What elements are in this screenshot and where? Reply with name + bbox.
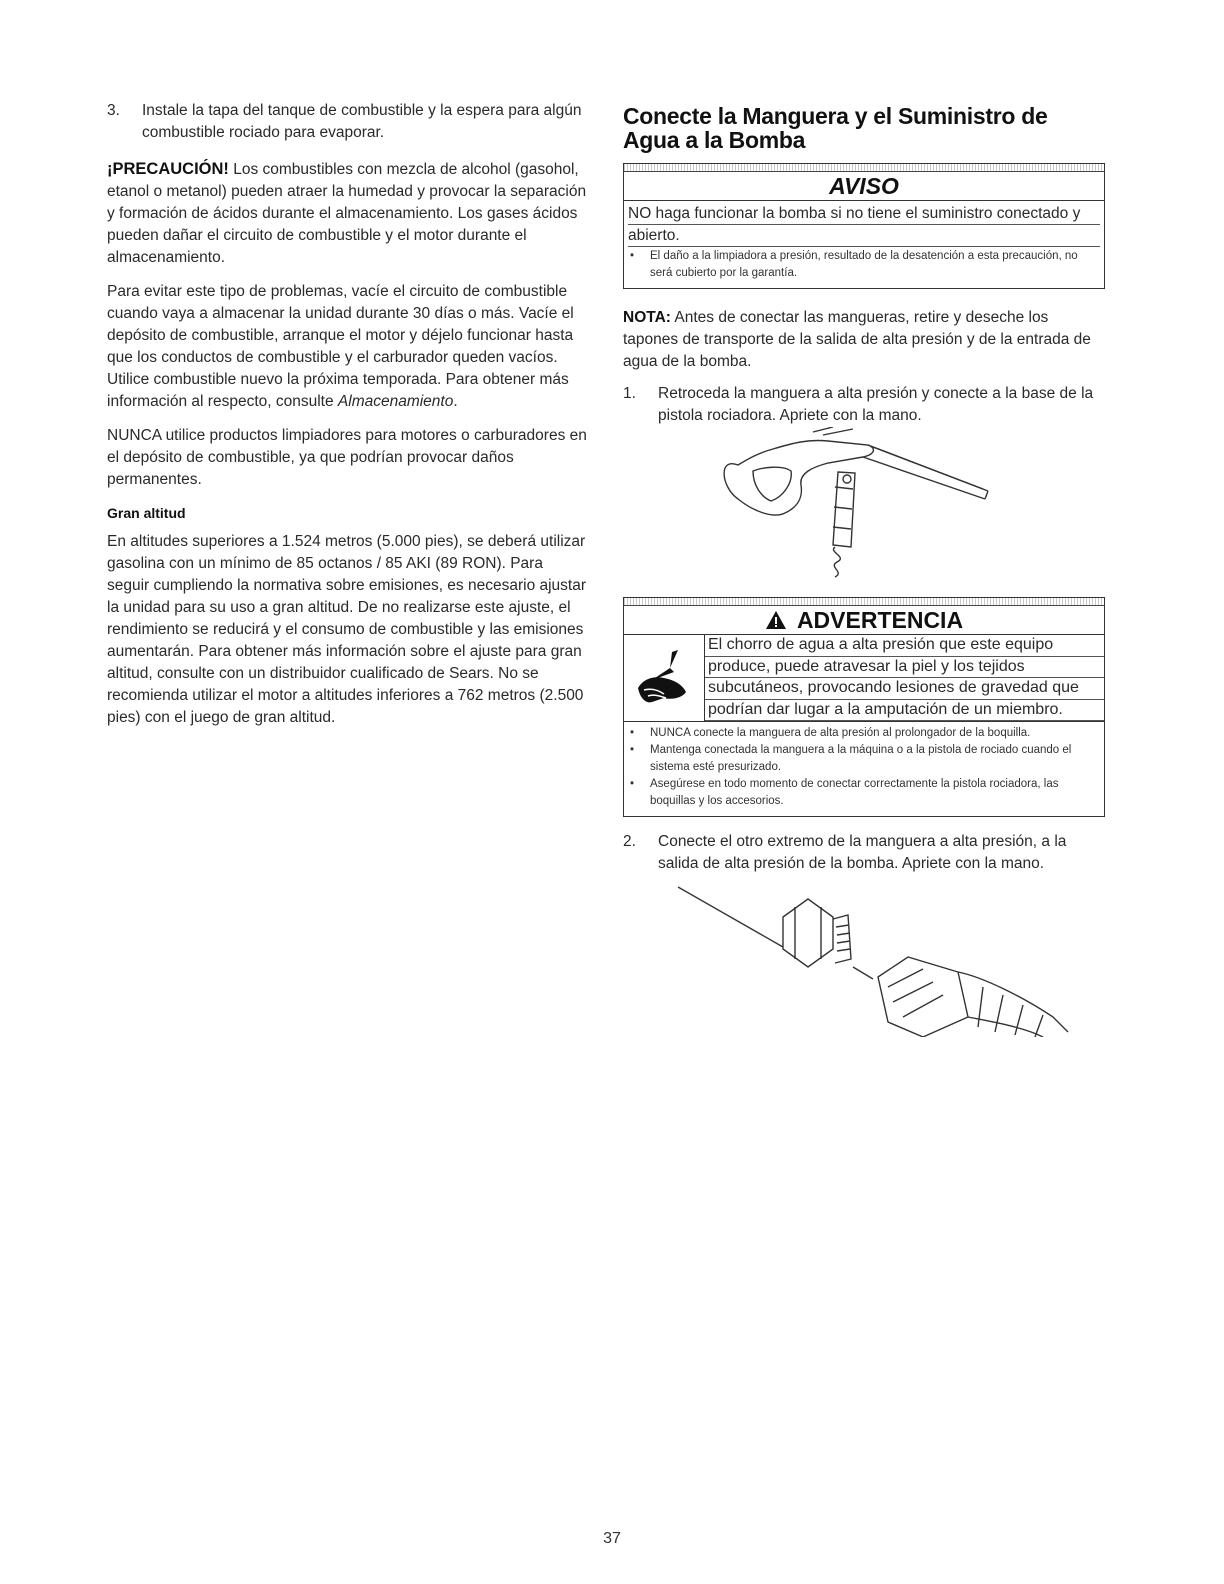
warning-bullet-text: Asegúrese en todo momento de conectar correctamente la pistola rociadora, las boquillas y los accesorios.	[650, 778, 1059, 807]
warning-bullet	[628, 725, 1100, 742]
warning-bullet-text: NUNCA conecte la manguera de alta presión al prolongador de la boquilla.	[650, 727, 1031, 739]
empty-fuel-paragraph	[107, 281, 587, 413]
step-number: 3.	[107, 102, 120, 119]
bullet-icon: •	[630, 744, 635, 756]
notice-title: AVISO	[624, 172, 1104, 201]
notice-top-bar	[624, 164, 1104, 172]
note-paragraph	[623, 307, 1105, 373]
warning-bullet	[628, 776, 1100, 810]
bullet-icon: •	[630, 727, 635, 739]
notice-line-1: NO haga funcionar la bomba si no tiene el suministro conectado y	[628, 203, 1100, 225]
high-altitude-paragraph: En altitudes superiores a 1.524 metros (5.000 pies), se deberá utilizar gasolina con un mínimo de 85 octanos / 85 AKI (89 RON). Para seguir cumpliendo la normativa sobre emisiones, es necesario ajustar la unidad para su uso a gran altitud. De no realizarse este ajuste, el rendimiento se reducirá y el consumo de combustible y las emisiones aumentarán. Para obtener más información sobre el ajuste para gran altitud, consulte con un distribuidor cualificado de Sears. No se recomienda utilizar el motor a altitudes inferiores a 762 metros (2.500 pies) con el juego de gran altitud.	[107, 533, 587, 726]
caution-label: ¡PRECAUCIÓN!	[107, 160, 229, 178]
caution-paragraph	[107, 158, 587, 269]
hand-spray-icon	[634, 648, 694, 708]
step-text: Conecte el otro extremo de la manguera a alta presión, a la salida de alta presión de la bomba. Apriete con la mano.	[658, 833, 1067, 872]
step-3	[107, 100, 587, 144]
warning-bullets	[624, 722, 1104, 816]
hose-fitting-drawing	[623, 877, 1105, 1037]
step-text: Retroceda la manguera a alta presión y conecte a la base de la pistola rociadora. Apriete con la mano.	[658, 385, 1094, 424]
warning-triangle-icon	[765, 610, 787, 630]
caution-text: Los combustibles con mezcla de alcohol (gasohol, etanol o metanol) pueden atraer la humedad y provocar la separación y formación de ácidos durante el almacenamiento. Los gases ácidos pueden dañar el circuito de combustible y el motor durante el almacenamiento.	[107, 161, 587, 266]
hose-connection-illustration	[623, 877, 1105, 1037]
warning-body	[624, 635, 1104, 722]
note-label: NOTA:	[623, 309, 671, 326]
warning-box	[623, 597, 1105, 817]
warning-line-2: produce, puede atravesar la piel y los tejidos	[705, 657, 1104, 679]
notice-bullet	[628, 248, 1100, 282]
section-heading: Conecte la Manguera y el Suministro de Agua a la Bomba	[623, 103, 1048, 153]
warning-bullet-text: Mantenga conectada la manguera a la máquina o a la pistola de rociado cuando el sistema esté presurizado.	[650, 744, 1072, 773]
warning-bullet	[628, 742, 1100, 776]
bullet-icon: •	[630, 250, 635, 262]
warning-text	[705, 635, 1104, 721]
injection-hazard-icon	[624, 635, 705, 721]
step-number: 1.	[623, 385, 636, 402]
warning-title-row	[624, 606, 1104, 635]
step-number: 2.	[623, 833, 636, 850]
note-text: Antes de conectar las mangueras, retire y deseche los tapones de transporte de la salida de alta presión y de la entrada de agua de la bomba.	[623, 309, 1091, 370]
warning-top-bar	[624, 598, 1104, 606]
spray-gun-illustration	[623, 427, 1105, 579]
warning-title: ADVERTENCIA	[796, 607, 964, 633]
step-2	[623, 831, 1105, 875]
subheading-high-altitude: Gran altitud	[107, 505, 186, 521]
warning-line-1: El chorro de agua a alta presión que este equipo	[705, 635, 1104, 657]
notice-bullet-text: El daño a la limpiadora a presión, resultado de la desatención a esta precaución, no será cubierto por la garantía.	[650, 250, 1078, 279]
storage-reference: Almacenamiento	[337, 393, 454, 410]
step-text: Instale la tapa del tanque de combustible y la espera para algún combustible rociado para evaporar.	[142, 102, 582, 141]
never-cleaners-paragraph: NUNCA utilice productos limpiadores para motores o carburadores en el depósito de combustible, ya que podrían provocar daños permanentes.	[107, 427, 587, 488]
page-number: 37	[603, 1530, 621, 1547]
warning-line-4: podrían dar lugar a la amputación de un miembro.	[705, 700, 1104, 722]
notice-main-text	[624, 201, 1104, 247]
notice-bullets	[624, 247, 1104, 288]
empty-fuel-text: Para evitar este tipo de problemas, vacíe el circuito de combustible cuando vaya a almacenar la unidad durante 30 días o más. Vacíe el depósito de combustible, arranque el motor y déjelo funcionar hasta que los conductos de combustible y el carburador queden vacíos. Utilice combustible nuevo la próxima temporada. Para obtener más información al respecto, consulte	[107, 283, 574, 410]
bullet-icon: •	[630, 778, 635, 790]
right-column	[623, 104, 1105, 1037]
warning-line-3: subcutáneos, provocando lesiones de gravedad que	[705, 678, 1104, 700]
notice-box	[623, 163, 1105, 289]
notice-line-2: abierto.	[628, 225, 1100, 247]
spray-gun-drawing	[623, 427, 1105, 579]
step-1	[623, 383, 1105, 427]
period: .	[453, 393, 458, 410]
left-column	[107, 100, 587, 729]
